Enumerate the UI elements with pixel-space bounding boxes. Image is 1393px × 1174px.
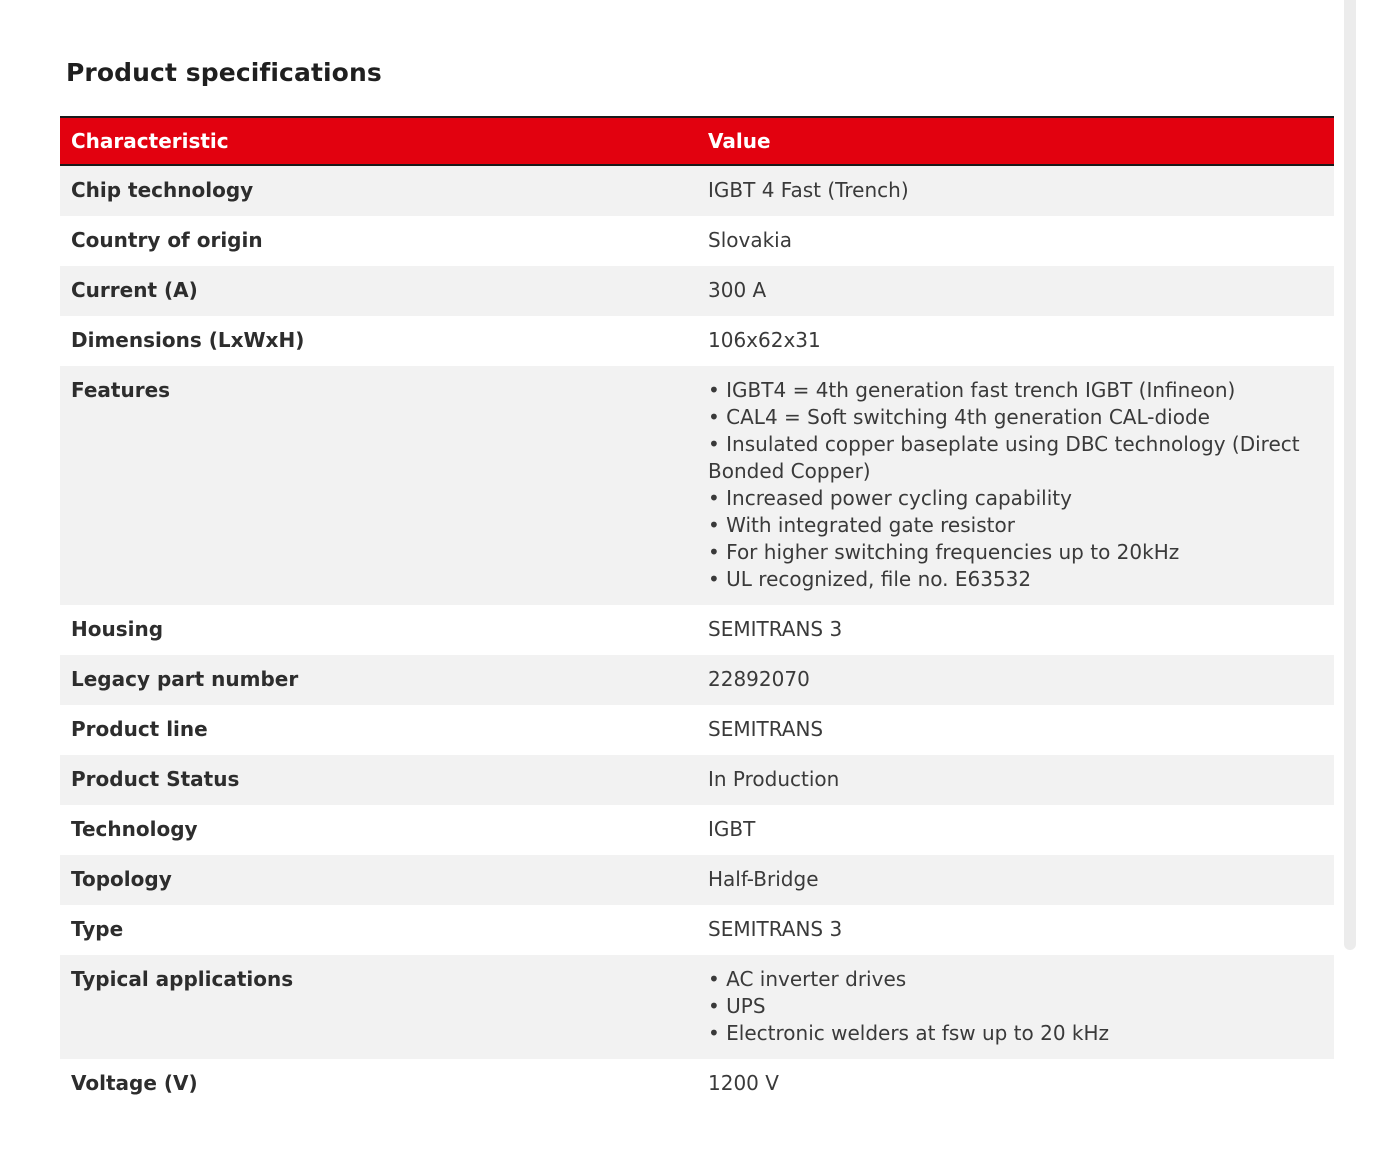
table-row [60,705,1334,755]
table-header-row [60,117,1334,165]
value-cell: 1200 V [697,1059,1334,1109]
value-cell: 300 A [697,266,1334,316]
table-row [60,855,1334,905]
value-cell: 22892070 [697,655,1334,705]
bullet-item: • With integrated gate resistor [708,512,1323,539]
characteristic-cell: Voltage (V) [60,1059,697,1109]
bullet-item: • UPS [708,993,1323,1020]
table-row [60,216,1334,266]
bullet-item: • UL recognized, file no. E63532 [708,566,1323,593]
value-cell: In Production [697,755,1334,805]
bullet-item: • IGBT4 = 4th generation fast trench IGBT (Infineon) [708,377,1323,404]
value-cell: IGBT [697,805,1334,855]
table-row [60,366,1334,605]
table-row [60,266,1334,316]
characteristic-cell: Current (A) [60,266,697,316]
table-body [60,165,1334,1109]
bullet-item: • AC inverter drives [708,966,1323,993]
value-cell: SEMITRANS 3 [697,605,1334,655]
characteristic-cell: Product line [60,705,697,755]
characteristic-cell: Topology [60,855,697,905]
table-row [60,805,1334,855]
characteristic-cell: Legacy part number [60,655,697,705]
bullet-item: • Insulated copper baseplate using DBC technology (Direct Bonded Copper) [708,431,1323,485]
bullet-item: • Electronic welders at fsw up to 20 kHz [708,1020,1323,1047]
value-cell-list [697,366,1334,605]
table-row [60,316,1334,366]
value-cell: SEMITRANS [697,705,1334,755]
column-header-value: Value [697,117,1334,165]
table-row [60,905,1334,955]
table-row [60,655,1334,705]
characteristic-cell: Product Status [60,755,697,805]
value-cell-list [697,955,1334,1059]
column-header-characteristic: Characteristic [60,117,697,165]
value-cell: IGBT 4 Fast (Trench) [697,165,1334,216]
value-cell: Half-Bridge [697,855,1334,905]
characteristic-cell: Type [60,905,697,955]
value-cell: 106x62x31 [697,316,1334,366]
table-row [60,605,1334,655]
value-cell: Slovakia [697,216,1334,266]
value-cell: SEMITRANS 3 [697,905,1334,955]
characteristic-cell: Features [60,366,697,605]
characteristic-cell: Housing [60,605,697,655]
bullet-list [708,377,1323,593]
table-row [60,1059,1334,1109]
table-row [60,165,1334,216]
bullet-item: • For higher switching frequencies up to 20kHz [708,539,1323,566]
characteristic-cell: Chip technology [60,165,697,216]
specifications-table [60,116,1334,1109]
table-row [60,755,1334,805]
table-row [60,955,1334,1059]
characteristic-cell: Typical applications [60,955,697,1059]
bullet-list [708,966,1323,1047]
characteristic-cell: Dimensions (LxWxH) [60,316,697,366]
page-title: Product specifications [66,58,382,87]
characteristic-cell: Country of origin [60,216,697,266]
bullet-item: • CAL4 = Soft switching 4th generation CAL-diode [708,404,1323,431]
characteristic-cell: Technology [60,805,697,855]
bullet-item: • Increased power cycling capability [708,485,1323,512]
scrollbar[interactable] [1344,0,1356,950]
